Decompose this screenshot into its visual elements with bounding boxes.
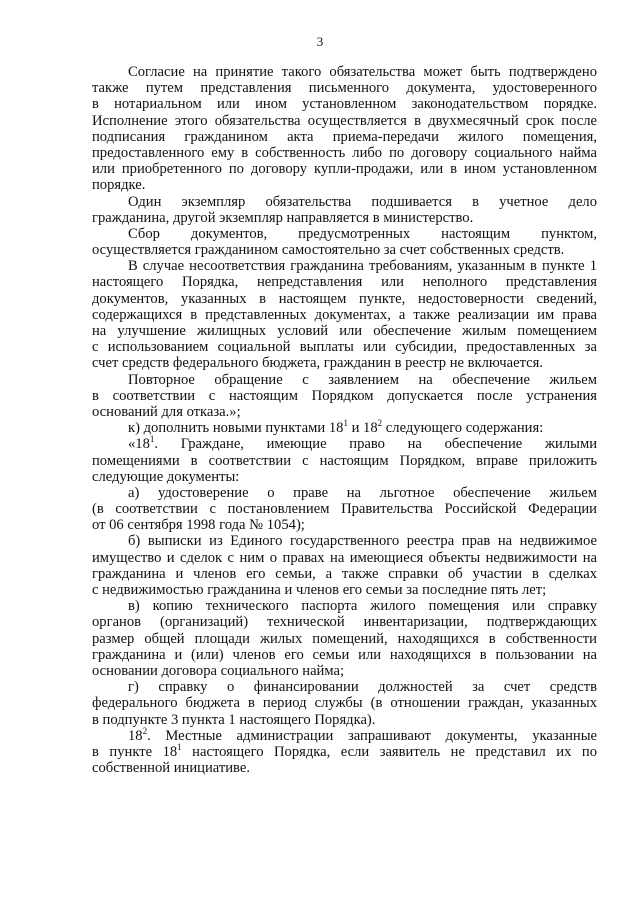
text-line: [92, 177, 597, 193]
text-line: [92, 355, 597, 371]
text-line: [92, 210, 597, 226]
text-run: гражданина, другой экземпляр направляется в министерство.: [92, 209, 474, 226]
text-line: [92, 258, 597, 274]
text-run: . Местные администрации запрашивают документы, указанные: [147, 727, 597, 744]
superscript: 1: [343, 418, 348, 429]
text-line: [92, 372, 597, 388]
text-run: оснований для отказа.»;: [92, 403, 241, 420]
text-line: [92, 647, 597, 663]
text-line: [92, 436, 597, 452]
text-run: собственной инициативе.: [92, 760, 250, 777]
text-run: г) справку о финансировании должностей за счет средств: [128, 679, 597, 696]
text-line: [92, 96, 597, 112]
text-line: [92, 631, 597, 647]
text-run: помещениями в соответствии с настоящим Порядком, вправе приложить: [92, 452, 597, 469]
text-run: Один экземпляр обязательства подшивается в учетное дело: [128, 193, 597, 210]
text-line: [92, 420, 597, 436]
text-line: [92, 566, 597, 582]
text-run: порядке.: [92, 177, 146, 194]
text-line: [92, 614, 597, 630]
text-line: [92, 64, 597, 80]
text-run: счет средств федерального бюджета, гражданин в реестр не включается.: [92, 355, 543, 372]
text-run: (в соответствии с постановлением Правительства Российской Федерации: [92, 501, 597, 518]
text-run: подписания гражданином акта приема-передачи жилого помещения,: [92, 128, 597, 145]
text-run: . Граждане, имеющие право на обеспечение жилыми: [154, 436, 597, 453]
text-line: [92, 533, 597, 549]
text-line: [92, 582, 597, 598]
text-line: [92, 274, 597, 290]
superscript: 1: [149, 434, 155, 445]
text-run: документов, указанных в настоящем пункте, недостоверности сведений,: [92, 290, 597, 307]
text-run: органов (организаций) технической инвентаризации, подтверждающих: [92, 614, 597, 631]
text-line: [92, 469, 597, 485]
text-line: [92, 339, 597, 355]
text-run: федерального бюджета в период службы (в отношении граждан, указанных: [92, 695, 597, 712]
text-line: [92, 550, 597, 566]
text-run: и 18: [347, 420, 378, 437]
text-line: [92, 517, 597, 533]
text-line: [92, 695, 597, 711]
text-run: размер общей площади жилых помещений, находящихся в собственности: [92, 630, 597, 647]
text-run: от 06 сентября 1998 года № 1054);: [92, 517, 305, 534]
superscript: 2: [142, 725, 148, 736]
text-line: [92, 226, 597, 242]
text-line: [92, 712, 597, 728]
text-run: В случае несоответствия гражданина требованиям, указанным в пункте 1: [128, 258, 597, 275]
body-text: [92, 64, 597, 776]
text-line: [92, 741, 597, 760]
text-line: [92, 725, 597, 744]
text-run: также путем представления письменного документа, удостоверенного: [92, 80, 597, 97]
text-run: «18: [128, 436, 150, 453]
text-line: [92, 307, 597, 323]
text-run: имущество и сделок с ним о правах на имеющиеся объекты недвижимости на: [92, 549, 597, 566]
text-line: [92, 485, 597, 501]
text-line: [92, 663, 597, 679]
text-run: б) выписки из Единого государственного реестра прав на недвижимое: [128, 533, 597, 550]
text-run: следующие документы:: [92, 468, 240, 485]
text-line: [92, 501, 597, 517]
text-line: [92, 598, 597, 614]
text-run: настоящего Порядка, если заявитель не представил их по: [181, 743, 597, 760]
text-run: 18: [128, 727, 143, 744]
text-run: или приобретенного по договору купли-продажи, или в ином установленном: [92, 161, 597, 178]
text-line: [92, 242, 597, 258]
text-line: [92, 113, 597, 129]
text-line: [92, 388, 597, 404]
text-run: к) дополнить новыми пунктами 18: [128, 420, 344, 437]
text-line: [92, 129, 597, 145]
text-run: на улучшение жилищных условий или обеспечение жилым помещением: [92, 323, 597, 339]
text-line: [92, 453, 597, 469]
text-line: [92, 194, 597, 210]
page-number: 3: [316, 34, 324, 49]
text-run: в пункте 18: [92, 743, 178, 760]
text-run: основании договора социального найма;: [92, 662, 345, 679]
text-run: Согласие на принятие такого обязательства может быть подтверждено: [128, 64, 597, 80]
superscript: 2: [377, 418, 383, 429]
text-line: [92, 291, 597, 307]
superscript: 1: [177, 741, 182, 752]
text-line: [92, 80, 597, 96]
text-run: гражданина и (или) членов его семьи или находящихся в пользовании на: [92, 646, 597, 663]
text-run: с использованием социальной выплаты или субсидии, предоставленных за: [92, 339, 597, 356]
text-run: в) копию технического паспорта жилого помещения или справку: [128, 598, 597, 615]
text-run: содержащихся в представленных документах, а также реализации им права: [92, 306, 597, 323]
text-run: осуществляется гражданином самостоятельно за счет собственных средств.: [92, 242, 565, 259]
text-line: [92, 760, 597, 776]
text-run: в соответствии с настоящим Порядком допускается после устранения: [92, 387, 597, 404]
text-run: гражданина и членов его семьи, а также справки об участии в сделках: [92, 565, 597, 582]
text-run: следующего содержания:: [382, 420, 544, 437]
text-run: с недвижимостью гражданина и членов его семьи за последние пять лет;: [92, 582, 547, 598]
text-run: предоставленного ему в собственность либо по договору социального найма: [92, 144, 597, 161]
text-run: Сбор документов, предусмотренных настоящим пунктом,: [128, 225, 597, 242]
text-run: в подпункте 3 пункта 1 настоящего Порядка).: [92, 711, 376, 728]
text-run: Повторное обращение с заявлением на обеспечение жильем: [128, 371, 597, 388]
text-run: Исполнение этого обязательства осуществляется в двухмесячный срок после: [92, 112, 597, 129]
text-run: в нотариальном или ином установленном законодательством порядке.: [92, 96, 597, 113]
text-run: а) удостоверение о праве на льготное обеспечение жильем: [128, 484, 597, 501]
text-line: [92, 679, 597, 695]
text-line: [92, 161, 597, 177]
text-line: [92, 323, 597, 339]
text-run: настоящего Порядка, непредставления или неполного представления: [92, 274, 597, 291]
text-line: [92, 145, 597, 161]
